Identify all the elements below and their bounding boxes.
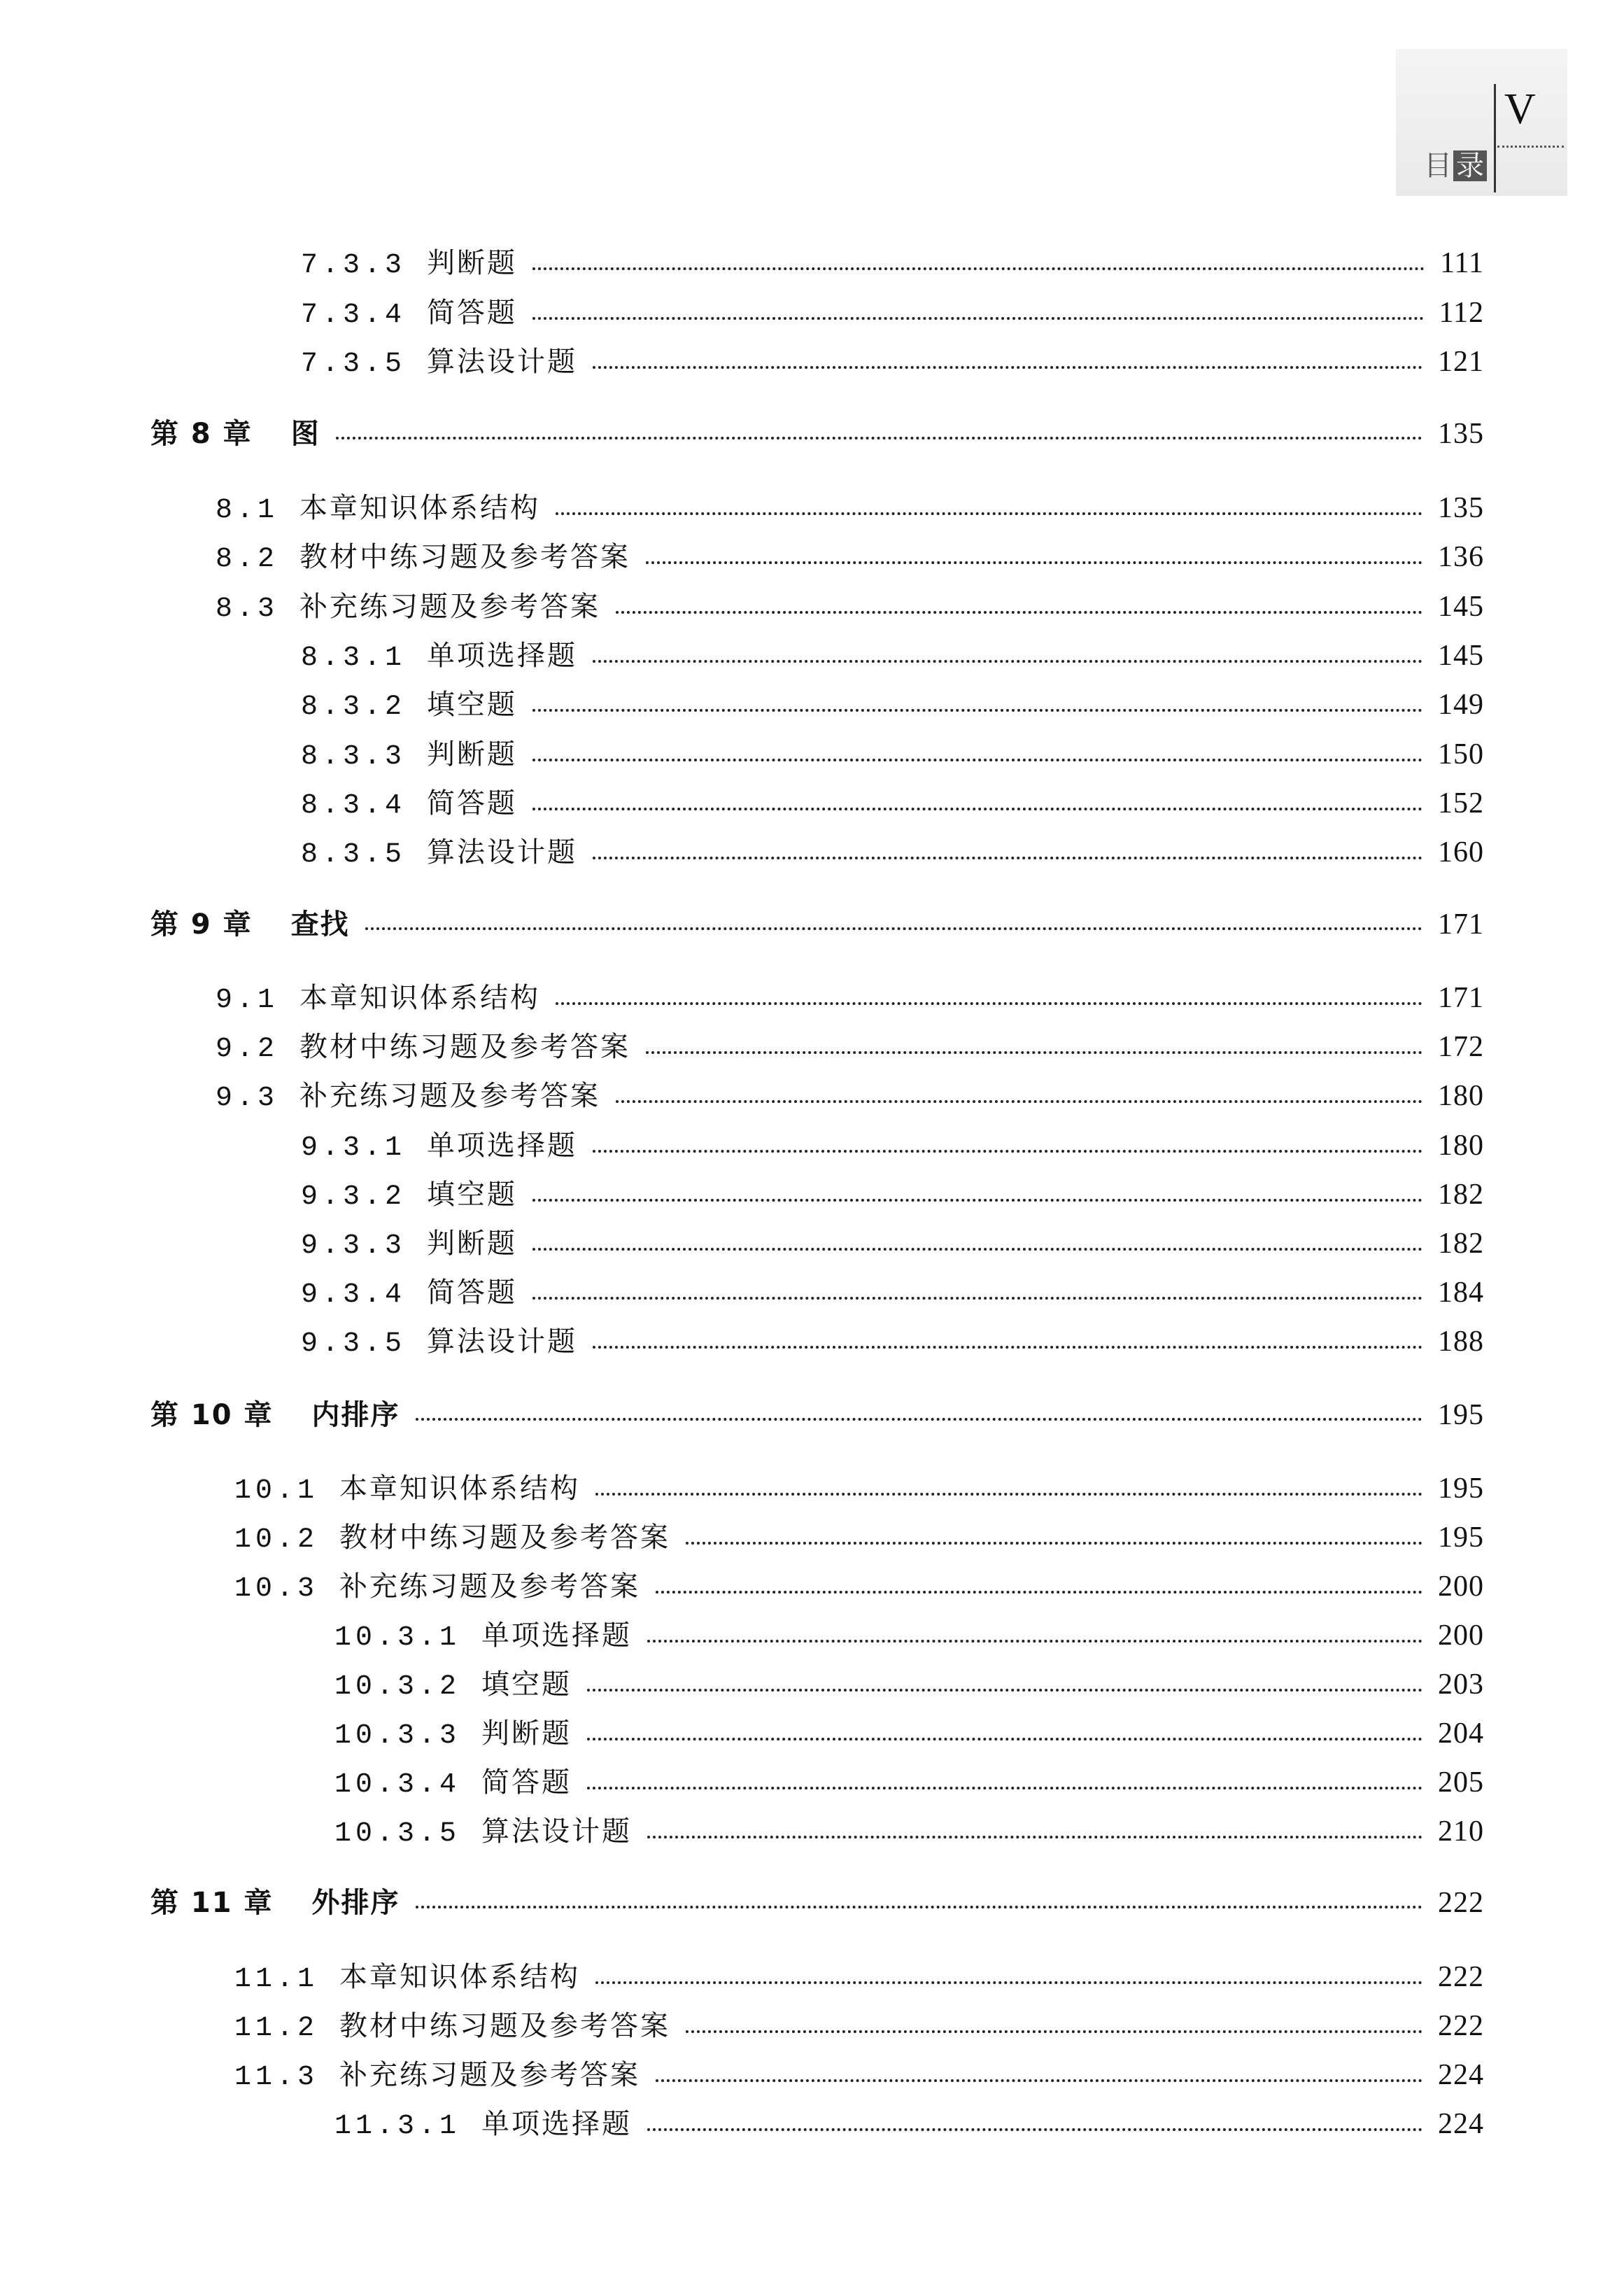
toc-entry-number: 11.2 <box>234 2013 319 2044</box>
toc-entry-number: 8.1 <box>216 495 279 526</box>
toc-entry <box>334 2104 1484 2146</box>
toc-entry-number: 11.3.1 <box>334 2111 461 2142</box>
toc-entry-number: 11.3 <box>234 2062 319 2093</box>
toc-entry <box>301 293 1484 335</box>
dot-leader <box>616 1100 1422 1103</box>
toc-entry <box>216 978 1484 1020</box>
toc-entry-title: 单项选择题 <box>427 1130 578 1162</box>
toc-entry-page: 180 <box>1438 1130 1484 1162</box>
toc-entry-title: 查找 <box>290 908 350 941</box>
toc-entry-number: 9.3.1 <box>301 1132 407 1164</box>
toc-entry <box>216 1076 1484 1118</box>
toc-entry-title: 简答题 <box>481 1766 572 1799</box>
toc-entry-page: 171 <box>1438 908 1484 941</box>
toc-entry-page: 171 <box>1438 982 1484 1014</box>
dot-leader <box>686 2030 1422 2033</box>
toc-entry-title: 外排序 <box>311 1887 400 1919</box>
toc-entry-number: 9.3.4 <box>301 1279 407 1311</box>
toc-entry-page: 149 <box>1438 689 1484 721</box>
dot-leader <box>556 512 1422 515</box>
toc-entry-number: 8.3.3 <box>301 741 407 773</box>
dot-leader <box>532 1199 1422 1202</box>
toc-entry-number: 10.3.2 <box>334 1671 461 1703</box>
dot-leader <box>595 1981 1422 1984</box>
dot-leader <box>593 366 1422 369</box>
toc-entry <box>334 1763 1484 1805</box>
toc-entry-title: 内排序 <box>311 1399 400 1431</box>
toc-entry-number: 8.3.5 <box>301 839 407 871</box>
toc-entry-page: 205 <box>1438 1766 1484 1799</box>
toc-entry-number: 9.3 <box>216 1083 279 1114</box>
toc-entry <box>234 1469 1484 1511</box>
toc-entry <box>301 1224 1484 1266</box>
toc-entry-number: 9.1 <box>216 985 279 1016</box>
toc-entry-number: 10.2 <box>234 1524 319 1556</box>
toc-entry-title: 本章知识体系结构 <box>299 492 541 524</box>
toc-entry-title: 简答题 <box>427 787 518 820</box>
toc-entry <box>234 1567 1484 1609</box>
toc-entry-title: 教材中练习题及参考答案 <box>339 1521 671 1554</box>
dot-leader <box>532 1297 1422 1300</box>
toc-entry-page: 150 <box>1438 738 1484 771</box>
toc-entry-title: 判断题 <box>427 738 518 771</box>
toc-entry-title: 本章知识体系结构 <box>299 982 541 1014</box>
toc-entry-number: 第 8 章 <box>150 418 253 450</box>
toc-entry-title: 判断题 <box>427 247 518 279</box>
toc-entry-page: 188 <box>1438 1326 1484 1358</box>
toc-entry-page: 204 <box>1438 1717 1484 1750</box>
toc-entry-page: 160 <box>1438 836 1484 869</box>
toc-entry <box>216 488 1484 530</box>
dot-leader <box>686 1542 1422 1545</box>
dot-leader <box>593 1346 1422 1349</box>
toc-entry-title: 教材中练习题及参考答案 <box>339 2010 671 2042</box>
toc-entry-title: 判断题 <box>481 1717 572 1750</box>
toc-entry-number: 10.3 <box>234 1573 319 1605</box>
toc-entry-number: 8.3.4 <box>301 790 407 822</box>
toc-entry-number: 10.3.5 <box>334 1818 461 1850</box>
toc-entry-title: 补充练习题及参考答案 <box>339 2059 641 2091</box>
dot-leader <box>532 709 1422 712</box>
toc-entry-page: 145 <box>1438 591 1484 623</box>
dot-leader <box>532 317 1424 320</box>
toc-entry <box>334 1812 1484 1854</box>
dot-leader <box>416 1418 1422 1421</box>
toc-entry-page: 136 <box>1438 541 1484 573</box>
toc-entry <box>234 1518 1484 1560</box>
dot-leader <box>365 927 1422 930</box>
toc-entry-title: 判断题 <box>427 1228 518 1260</box>
toc-entry-number: 11.1 <box>234 1964 319 1995</box>
section-label-char-1: 目 <box>1424 150 1452 182</box>
dot-leader <box>595 1493 1422 1496</box>
dot-leader <box>647 1836 1422 1838</box>
dot-leader <box>556 1002 1422 1005</box>
toc-entry <box>234 2055 1484 2097</box>
toc-entry-page: 135 <box>1438 418 1484 450</box>
toc-entry-title: 教材中练习题及参考答案 <box>299 1031 631 1063</box>
toc-entry-page: 222 <box>1438 2010 1484 2042</box>
toc-entry-number: 8.2 <box>216 544 279 575</box>
toc-entry-page: 210 <box>1438 1815 1484 1848</box>
toc-entry <box>301 1273 1484 1315</box>
toc-entry-number: 10.3.1 <box>334 1622 461 1654</box>
toc-entry-page: 182 <box>1438 1228 1484 1260</box>
dot-leader <box>647 1640 1422 1643</box>
toc-chapter-entry <box>150 1395 1484 1435</box>
dot-leader <box>646 1051 1422 1054</box>
dot-leader <box>593 857 1422 859</box>
dot-leader <box>587 1738 1422 1741</box>
toc-entry-title: 算法设计题 <box>427 1326 578 1358</box>
toc-chapter-entry <box>150 414 1484 454</box>
toc-entry-page: 203 <box>1438 1668 1484 1701</box>
toc-entry-page: 145 <box>1438 640 1484 672</box>
toc-entry-page: 200 <box>1438 1570 1484 1603</box>
toc-entry-number: 第 11 章 <box>150 1887 274 1919</box>
dot-leader <box>656 1591 1422 1594</box>
toc-entry-number: 8.3.1 <box>301 642 407 674</box>
toc-chapter-entry <box>150 905 1484 944</box>
toc-entry <box>301 685 1484 727</box>
dot-leader <box>532 808 1422 810</box>
toc-entry-page: 195 <box>1438 1472 1484 1505</box>
toc-entry-page: 135 <box>1438 492 1484 524</box>
toc-entry-title: 本章知识体系结构 <box>339 1472 581 1505</box>
dot-leader <box>593 660 1422 663</box>
toc-entry <box>301 342 1484 384</box>
toc-entry-number: 第 9 章 <box>150 908 253 941</box>
toc-entry-number: 7.3.4 <box>301 300 407 331</box>
toc-entry-page: 195 <box>1438 1521 1484 1554</box>
toc-entry-title: 图 <box>290 418 320 450</box>
toc-entry-page: 224 <box>1438 2059 1484 2091</box>
toc-entry <box>216 537 1484 579</box>
toc-entry-title: 补充练习题及参考答案 <box>339 1570 641 1603</box>
toc-entry-number: 7.3.5 <box>301 349 407 380</box>
toc-entry <box>334 1714 1484 1756</box>
toc-entry <box>301 1322 1484 1364</box>
dot-leader <box>587 1689 1422 1692</box>
toc-entry-page: 112 <box>1439 297 1484 329</box>
toc-entry-title: 算法设计题 <box>481 1815 633 1848</box>
dot-leader <box>532 1248 1422 1251</box>
toc-entry-number: 9.3.3 <box>301 1230 407 1262</box>
dot-leader <box>646 561 1422 564</box>
toc-entry-number: 第 10 章 <box>150 1399 274 1431</box>
toc-entry-number: 10.1 <box>234 1475 319 1507</box>
dot-leader <box>336 437 1422 440</box>
toc-entry <box>234 1957 1484 1999</box>
toc-entry <box>301 636 1484 678</box>
toc-entry-title: 算法设计题 <box>427 836 578 869</box>
toc-entry-page: 182 <box>1438 1179 1484 1211</box>
toc-entry-number: 10.3.3 <box>334 1720 461 1752</box>
toc-entry <box>301 1126 1484 1168</box>
toc-entry-number: 9.2 <box>216 1034 279 1065</box>
dot-leader <box>416 1906 1422 1908</box>
dot-leader <box>532 267 1425 270</box>
dot-leader <box>656 2079 1422 2082</box>
toc-entry-page: 224 <box>1438 2108 1484 2140</box>
toc-entry <box>234 2006 1484 2048</box>
toc-entry-number: 8.3 <box>216 593 279 625</box>
toc-entry-title: 本章知识体系结构 <box>339 1961 581 1993</box>
toc-entry-page: 180 <box>1438 1080 1484 1112</box>
toc-entry <box>334 1616 1484 1658</box>
dot-leader <box>587 1787 1422 1790</box>
toc-entry-number: 9.3.5 <box>301 1328 407 1360</box>
toc-entry <box>216 1027 1484 1069</box>
toc-entry-title: 填空题 <box>481 1668 572 1701</box>
dot-leader <box>532 759 1422 761</box>
toc-entry <box>301 735 1484 777</box>
toc-entry-page: 195 <box>1438 1399 1484 1431</box>
toc-entry-page: 152 <box>1438 787 1484 820</box>
toc-entry <box>216 587 1484 629</box>
toc-entry-number: 8.3.2 <box>301 691 407 723</box>
toc-entry-number: 10.3.4 <box>334 1769 461 1801</box>
toc-entry-title: 简答题 <box>427 1277 518 1309</box>
toc-entry-page: 121 <box>1438 346 1484 378</box>
toc-entry-title: 填空题 <box>427 689 518 721</box>
toc-entry-title: 单项选择题 <box>427 640 578 672</box>
toc-entry-page: 111 <box>1440 247 1484 279</box>
toc-entry-title: 补充练习题及参考答案 <box>299 1080 601 1112</box>
page-number: V <box>1504 85 1536 133</box>
toc-entry <box>334 1665 1484 1707</box>
toc-entry <box>301 784 1484 826</box>
toc-entry <box>301 244 1484 286</box>
toc-entry-title: 算法设计题 <box>427 346 578 378</box>
toc-entry-number: 7.3.3 <box>301 250 407 281</box>
toc-entry-page: 172 <box>1438 1031 1484 1063</box>
toc-entry <box>301 833 1484 875</box>
dot-leader <box>616 611 1422 614</box>
dot-leader <box>647 2128 1422 2131</box>
toc-entry-title: 教材中练习题及参考答案 <box>299 541 631 573</box>
dot-leader <box>593 1150 1422 1153</box>
toc-entry <box>301 1175 1484 1217</box>
toc-entry-title: 单项选择题 <box>481 1619 633 1652</box>
toc-entry-title: 单项选择题 <box>481 2108 633 2140</box>
toc-entry-page: 200 <box>1438 1619 1484 1652</box>
toc-entry-page: 222 <box>1438 1887 1484 1919</box>
toc-entry-title: 补充练习题及参考答案 <box>299 591 601 623</box>
toc-entry-page: 222 <box>1438 1961 1484 1993</box>
toc-entry-title: 填空题 <box>427 1179 518 1211</box>
toc-chapter-entry <box>150 1883 1484 1922</box>
section-label-char-2: 录 <box>1453 150 1487 181</box>
toc-entry-page: 184 <box>1438 1277 1484 1309</box>
toc-entry-title: 简答题 <box>427 297 518 329</box>
toc-entry-number: 9.3.2 <box>301 1181 407 1213</box>
